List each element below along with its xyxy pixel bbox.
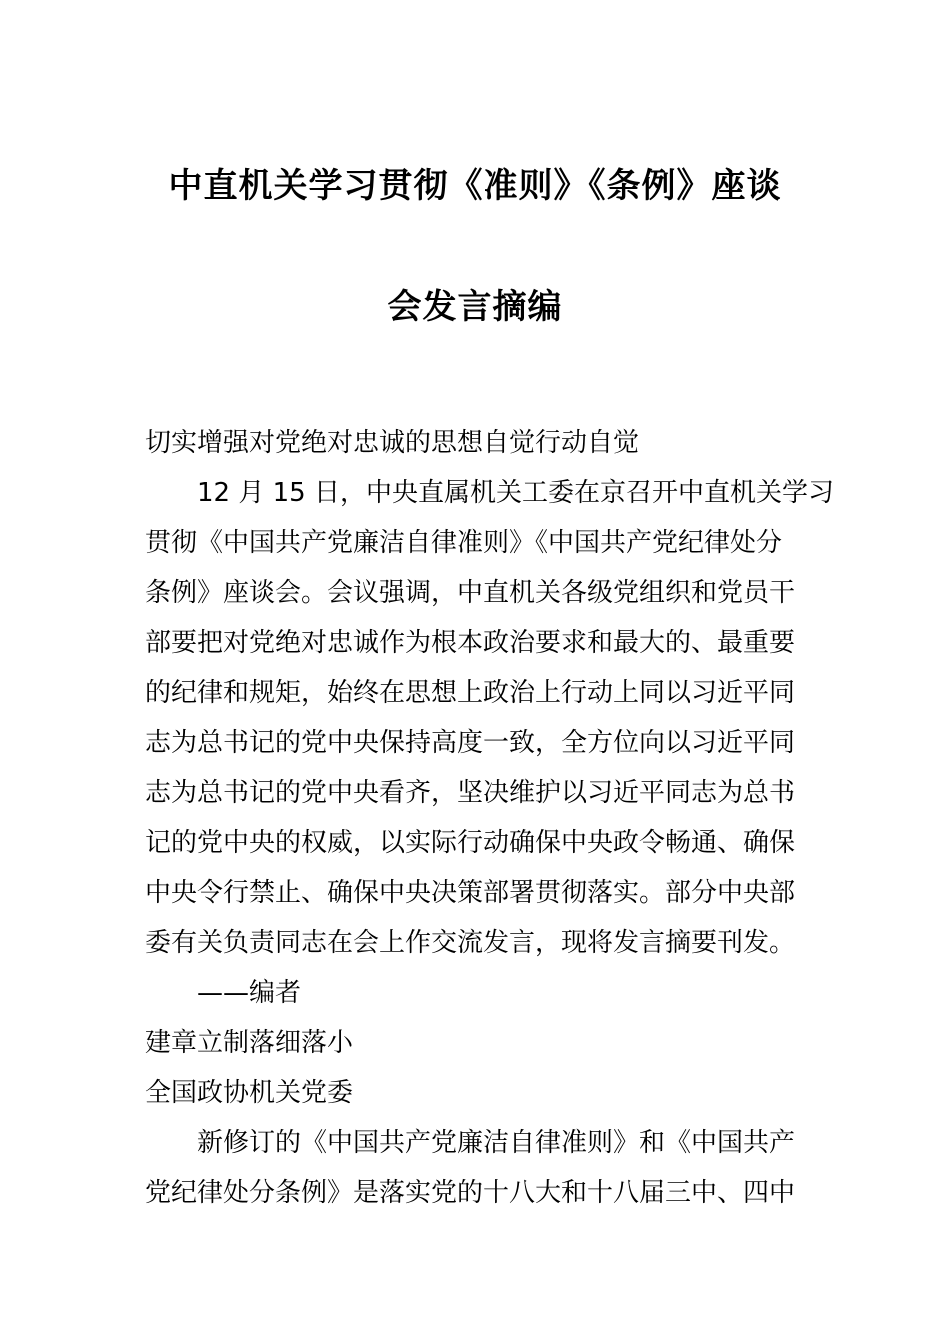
paragraph-line: 记的党中央的权威，以实际行动确保中央政令畅通、确保 <box>145 828 796 858</box>
paragraph-line: 新修订的《中国共产党廉洁自律准则》和《中国共产 <box>197 1128 796 1158</box>
document-title-line-1: 中直机关学习贯彻《准则》《条例》座谈 <box>168 166 782 206</box>
paragraph-line: 的纪律和规矩，始终在思想上政治上行动上同以习近平同 <box>145 678 796 708</box>
paragraph-line: 12 月 15 日，中央直属机关工委在京召开中直机关学习 <box>197 478 834 508</box>
paragraph-line: 贯彻《中国共产党廉洁自律准则》《中国共产党纪律处分 <box>145 528 783 558</box>
section-heading: 切实增强对党绝对忠诚的思想自觉行动自觉 <box>145 428 640 458</box>
paragraph-line: 志为总书记的党中央看齐，坚决维护以习近平同志为总书 <box>145 778 796 808</box>
paragraph-line: 中央令行禁止、确保中央决策部署贯彻落实。部分中央部 <box>145 878 796 908</box>
subsection-heading: 建章立制落细落小 <box>145 1028 354 1058</box>
paragraph-line: 委有关负责同志在会上作交流发言，现将发言摘要刊发。 <box>145 928 796 958</box>
paragraph-line: 党纪律处分条例》是落实党的十八大和十八届三中、四中 <box>145 1178 796 1208</box>
document-body <box>145 418 834 1218</box>
document-title-line-2: 会发言摘编 <box>387 287 563 327</box>
editor-signature: ——编者 <box>197 978 302 1008</box>
paragraph-line: 部要把对党绝对忠诚作为根本政治要求和最大的、最重要 <box>145 628 796 658</box>
paragraph-line: 志为总书记的党中央保持高度一致，全方位向以习近平同 <box>145 728 796 758</box>
paragraph-line: 条例》座谈会。会议强调，中直机关各级党组织和党员干 <box>145 578 796 608</box>
author-org: 全国政协机关党委 <box>145 1078 354 1108</box>
